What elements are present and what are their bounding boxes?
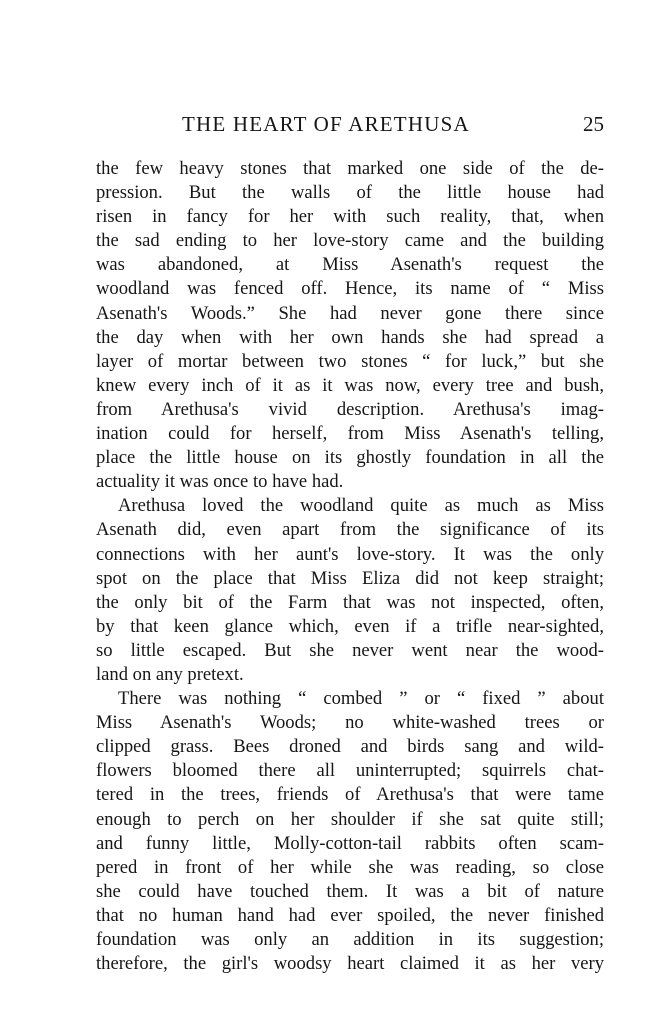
text-line: flowers bloomed there all uninterrupted; squirrels chat- (96, 760, 604, 782)
body-text (96, 157, 604, 976)
text-line: the sad ending to her love-story came and the building (96, 230, 604, 252)
text-line: by that keen glance which, even if a trifle near-sighted, (96, 615, 604, 637)
page-number: 25 (583, 112, 604, 136)
text-line: pered in front of her while she was reading, so close (96, 856, 604, 878)
text-line: risen in fancy for her with such reality, that, when (96, 206, 604, 228)
text-line: the few heavy stones that marked one side of the de- (96, 158, 604, 179)
running-head (96, 112, 604, 142)
paragraph-start-line: There was nothing “ combed ” or “ fixed ” about (118, 688, 604, 710)
text-line: Asenath's Woods.” She had never gone there since (96, 302, 604, 324)
text-line: knew every inch of it as it was now, every tree and bush, (96, 374, 604, 396)
paragraph-start-line: Arethusa loved the woodland quite as much as Miss (118, 495, 604, 517)
text-line: was abandoned, at Miss Asenath's request the (96, 254, 604, 276)
text-line: so little escaped. But she never went near the wood- (96, 639, 604, 661)
text-line: clipped grass. Bees droned and birds sang and wild- (96, 736, 604, 758)
text-line: foundation was only an addition in its suggestion; (96, 929, 604, 950)
text-line: that no human hand had ever spoiled, the never finished (96, 904, 604, 926)
text-line: spot on the place that Miss Eliza did not keep straight; (96, 567, 604, 589)
text-line: she could have touched them. It was a bit of nature (96, 880, 604, 902)
text-line: enough to perch on her shoulder if she sat quite still; (96, 808, 604, 830)
text-line: tered in the trees, friends of Arethusa's that were tame (96, 784, 604, 806)
text-line: layer of mortar between two stones “ for luck,” but she (96, 350, 604, 372)
paragraph-end-line: actuality it was once to have had. (96, 471, 344, 493)
text-line: pression. But the walls of the little house had (96, 182, 604, 204)
text-line: the only bit of the Farm that was not inspected, often, (96, 591, 604, 613)
text-line: and funny little, Molly-cotton-tail rabbits often scam- (96, 832, 604, 854)
text-line: Miss Asenath's Woods; no white-washed trees or (96, 712, 604, 734)
text-line: Asenath did, even apart from the significance of its (96, 519, 604, 541)
text-line: from Arethusa's vivid description. Arethusa's imag- (96, 398, 604, 420)
text-line: connections with her aunt's love-story. It was the only (96, 543, 604, 565)
paragraph-end-line: land on any pretext. (96, 663, 244, 685)
text-line: ination could for herself, from Miss Asenath's telling, (96, 423, 604, 445)
text-line: place the little house on its ghostly foundation in all the (96, 447, 604, 469)
text-line: therefore, the girl's woodsy heart claimed it as her very (96, 953, 604, 975)
running-title: THE HEART OF ARETHUSA (182, 112, 470, 136)
text-line: the day when with her own hands she had spread a (96, 326, 604, 348)
text-line: woodland was fenced off. Hence, its name of “ Miss (96, 278, 604, 300)
